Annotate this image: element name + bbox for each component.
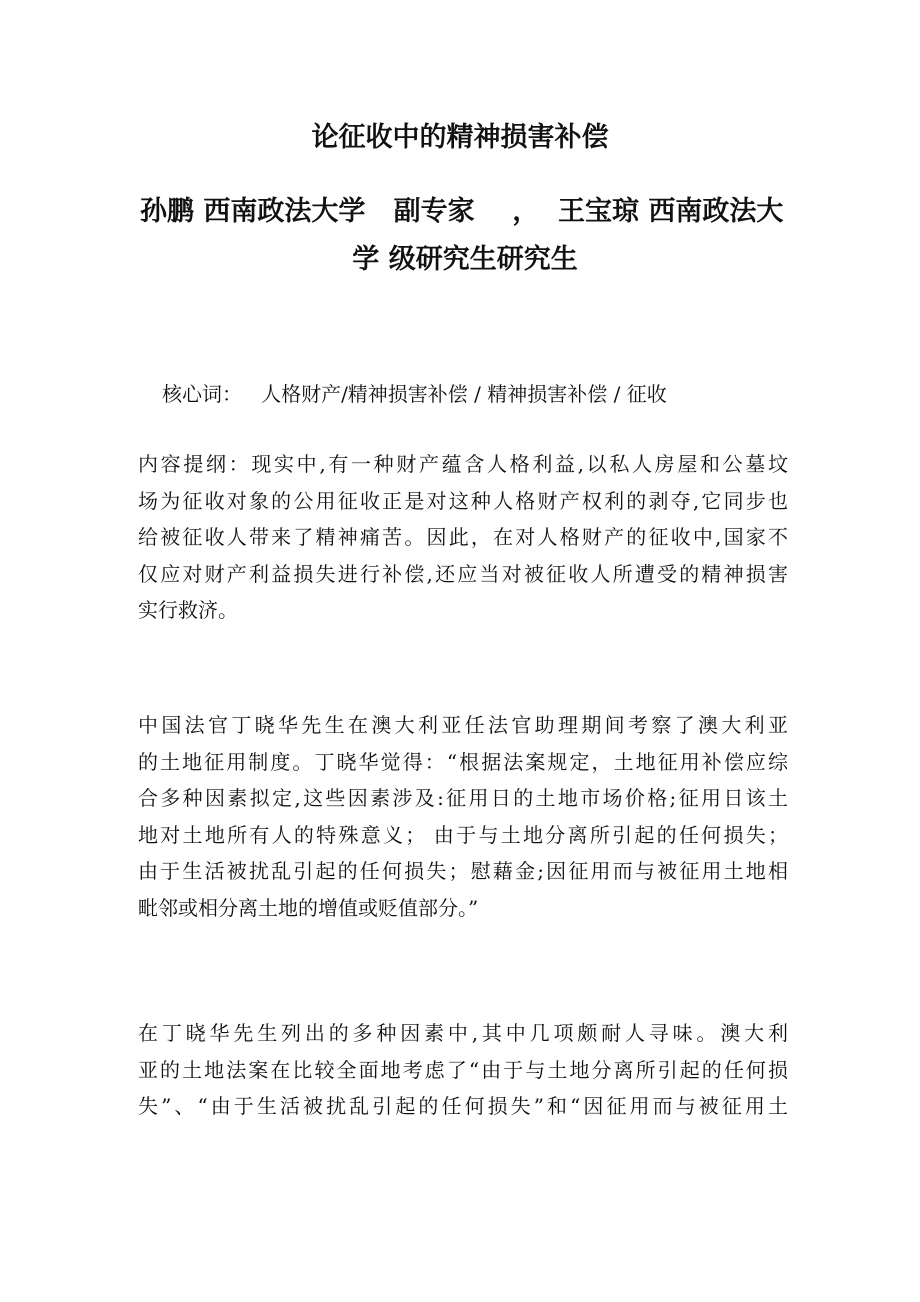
paragraph-line: 在丁晓华先生列出的多种因素中,其中几项颇耐人寻味。澳大利	[138, 1021, 788, 1045]
keywords-line: 核心词： 人格财产/精神损害补偿 / 精神损害补偿 / 征收	[162, 382, 667, 406]
body-paragraph-2	[138, 1015, 788, 1125]
paragraph-line: 失”、“由于生活被扰乱引起的任何损失”和“因征用而与被征用土	[138, 1094, 788, 1118]
abstract-paragraph	[138, 446, 788, 629]
paragraph-line: 仅应对财产利益损失进行补偿,还应当对被征收人所遭受的精神损害	[138, 561, 788, 586]
paragraph-line: 合多种因素拟定,这些因素涉及:征用日的土地市场价格;征用日该土	[138, 786, 788, 810]
paragraph-line: 内容提纲：现实中,有一种财产蕴含人格利益,以私人房屋和公墓坟	[138, 452, 788, 476]
paragraph-line: 亚的土地法案在比较全面地考虑了“由于与土地分离所引起的任何损	[138, 1057, 788, 1082]
paragraph-line: 给被征收人带来了精神痛苦。因此，在对人格财产的征收中,国家不	[138, 525, 788, 549]
document-title: 论征收中的精神损害补偿	[311, 122, 609, 153]
paragraph-line: 的土地征用制度。丁晓华觉得：“根据法案规定，土地征用补偿应综	[138, 749, 788, 774]
author-line-2: 学 级研究生研究生	[352, 244, 578, 275]
paragraph-line: 实行救济。	[138, 598, 238, 622]
author-line-1: 孙鹏 西南政法大学 副专家 ， 王宝琼 西南政法大	[140, 196, 784, 227]
author-block	[140, 188, 790, 284]
paragraph-line: 地对土地所有人的特殊意义； 由于与土地分离所引起的任何损失；	[138, 822, 788, 847]
paragraph-line: 中国法官丁晓华先生在澳大利亚任法官助理期间考察了澳大利亚	[138, 713, 788, 737]
paragraph-line: 由于生活被扰乱引起的任何损失；慰藉金;因征用而与被征用土地相	[138, 859, 788, 883]
paragraph-line: 场为征收对象的公用征收正是对这种人格财产权利的剥夺,它同步也	[138, 488, 788, 513]
paragraph-line: 毗邻或相分离土地的增值或贬值部分。”	[138, 895, 479, 920]
body-paragraph-1	[138, 707, 788, 926]
